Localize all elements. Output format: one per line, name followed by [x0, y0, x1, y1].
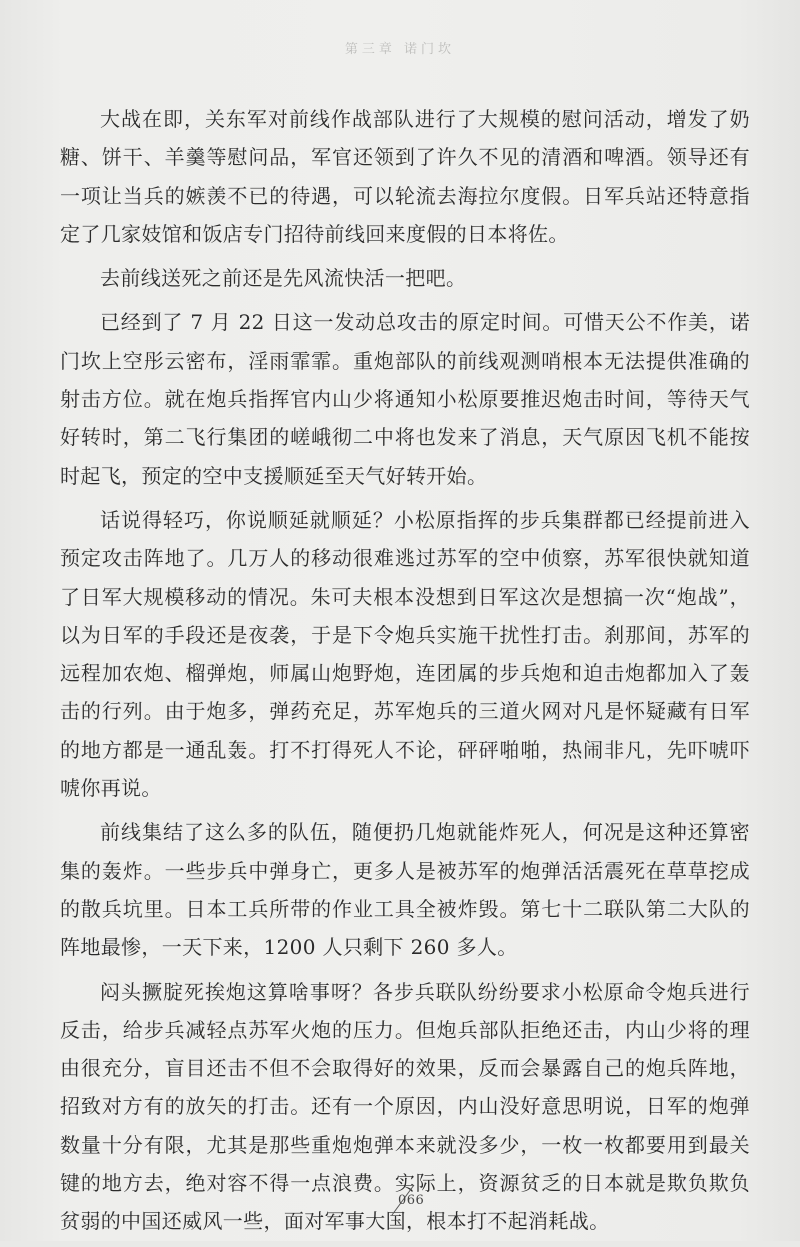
- paragraph: 闷头撅腚死挨炮这算啥事呀？各步兵联队纷纷要求小松原命令炮兵进行反击，给步兵减轻点苏军火炮的压力。但炮兵部队拒绝还击，内山少将的理由很充分，盲目还击不但不会取得好的效果，反而会暴露自己的炮兵阵地，招致对方有的放矢的打击。还有一个原因，内山没好意思明说，日军的炮弹数量十分有限，尤其是那些重炮炮弹本来就没多少，一枚一枚都要用到最关键的地方去，绝对容不得一点浪费。实际上，资源贫乏的日本就是欺负欺负贫弱的中国还威风一些，面对军事大国，根本打不起消耗战。: [60, 979, 750, 1234]
- paragraph: 已经到了 7 月 22 日这一发动总攻击的原定时间。可惜天公不作美，诺门坎上空彤云密布，淫雨霏霏。重炮部队的前线观测哨根本无法提供准确的射击方位。就在炮兵指挥官内山少将通知小松原要推迟炮击时间，等待天气好转时，第二飞行集团的嵯峨彻二中将也发来了消息，天气原因飞机不能按时起飞，预定的空中支援顺延至天气好转开始。: [60, 310, 750, 488]
- paragraph: 大战在即，关东军对前线作战部队进行了大规模的慰问活动，增发了奶糖、饼干、羊羹等慰问品，军官还领到了许久不见的清酒和啤酒。领导还有一项让当兵的嫉羡不已的待遇，可以轮流去海拉尔度假。日军兵站还特意指定了几家妓馆和饭店专门招待前线回来度假的日本将佐。: [60, 107, 750, 246]
- page-footer: [0, 1175, 800, 1225]
- paragraph: 前线集结了这么多的队伍，随便扔几炮就能炸死人，何况是这种还算密集的轰炸。一些步兵中弹身亡，更多人是被苏军的炮弹活活震死在草草挖成的散兵坑里。日本工兵所带的作业工具全被炸毁。第七十二联队第二大队的阵地最惨，一天下来，1200 人只剩下 260 多人。: [60, 820, 750, 960]
- body-text: [60, 100, 750, 1247]
- page-number: 066: [398, 1193, 425, 1208]
- running-header: 第三章 诺门坎: [344, 42, 456, 57]
- paragraph: 话说得轻巧，你说顺延就顺延？小松原指挥的步兵集群都已经提前进入预定攻击阵地了。几万人的移动很难逃过苏军的空中侦察，苏军很快就知道了日军大规模移动的情况。朱可夫根本没想到日军这次是想搞一次“炮战”，以为日军的手段还是夜袭，于是下令炮兵实施干扰性打击。刹那间，苏军的远程加农炮、榴弹炮，师属山炮野炮，连团属的步兵炮和迫击炮都加入了轰击的行列。由于炮多，弹药充足，苏军炮兵的三道火网对凡是怀疑藏有日军的地方都是一通乱轰。打不打得死人不论，砰砰啪啪，热闹非凡，先吓唬吓唬你再说。: [60, 507, 750, 801]
- paragraph: 去前线送死之前还是先风流快活一把吧。: [100, 266, 467, 291]
